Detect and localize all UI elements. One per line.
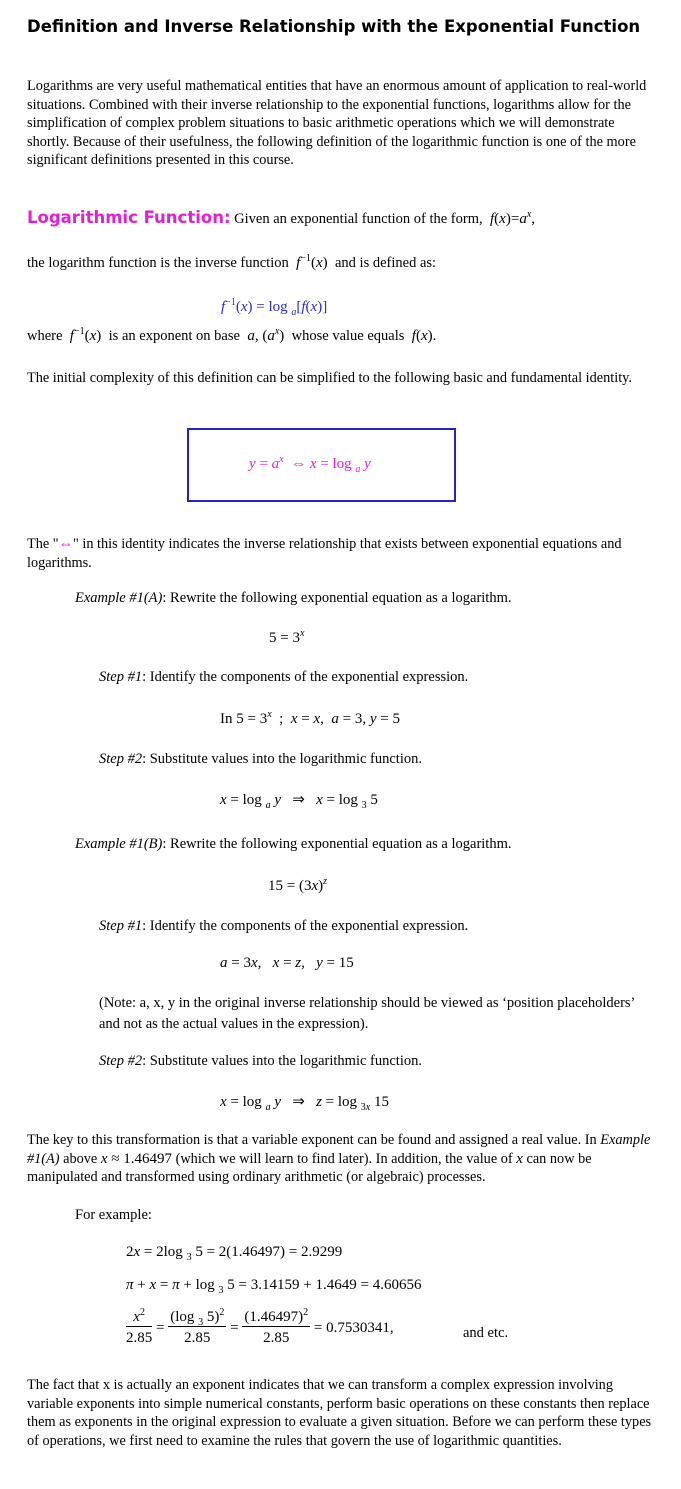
example-1b-result: x = log $_a$ y ⇒ z = log $_{3x}$ 15 [220,1094,389,1113]
eq1-result: 2.9299 [301,1244,343,1260]
example-eq-2: π + x = π + log $_3$ 5 = 3.14159 + 1.4649 = 4.60656 [126,1277,422,1296]
key-text-d: (which we will learn to find later). In addition, the value of [175,1150,513,1167]
step1-text-b: : Identify the components of the exponential expression. [142,918,469,934]
intro-paragraph: Logarithms are very useful mathematical entities that have an enormous amount of application to real-world situations. Combined with their inverse relationship to the exponential functions, logarithms allow for the simplification of complex problem situations to basic arithmetic operations which we will demonstrate shortly. Because of their usefulness, the following definition of the logarithmic function is one of the more significant definitions presented in this course. [27,78,647,168]
frac-3: $\frac{(1.46497)^2}{2.85}$ [244,1307,309,1346]
closing-paragraph: The fact that x is actually an exponent indicates that we can transform a complex expression involving variable exponents into simple numerical constants, perform basic operations on these constants then replace them as exponents in the original expression to evaluate a given situation. Before we can perform these types of operations, we first need to examine the rules that govern the use of logarithmic quantities. [27,1377,652,1449]
example-1b-step2 [99,1053,422,1070]
definition-text: Given an exponential function of the form, [234,211,483,227]
example-1a-equation: $5 = 3^x$ [269,628,305,646]
step1-text: : Identify the components of the exponential expression. [142,669,469,685]
page-title: Definition and Inverse Relationship with the Exponential Function [27,17,641,36]
example-1b-text: : Rewrite the following exponential equation as a logarithm. [162,836,512,852]
example-1a-label: Example #1(A) [75,590,163,606]
example-1b-label: Example #1(B) [75,836,163,852]
example-1a-heading [75,590,512,607]
key-text-e: can now be manipulated and transformed using ordinary arithmetic (or algebraic) processes. [27,1150,592,1185]
formula-base: a, $(a^x)$ [247,326,289,344]
frac-1-den: 2.85 [126,1330,153,1346]
pi-value: 3.14159 [250,1277,300,1293]
frac-1: $\frac{x^2}{2.85}$ [126,1307,153,1346]
formula-inverse: $f^{-1}(x)$ [296,253,332,271]
pi-term: 1.4649 [315,1277,357,1293]
identity-note [27,535,655,572]
example-1a-result: x = log $_a$ y ⇒ x = log $_3$ 5 [220,792,378,811]
where-text-c: whose value equals [291,328,405,344]
simplify-paragraph: The initial complexity of this definition can be simplified to the following basic and fundamental identity. [27,370,632,386]
frac-3-num: 1.46497 [249,1309,299,1325]
example-eq-3: $\frac{x^2}{2.85}$ = $\frac{(\log _3 5)^2}{2.85}$ = $\frac{(1.46497)^2}{2.85}$ = 0.7530341, [126,1307,394,1346]
example-1a-step1 [99,669,468,686]
key-text-a: The key to this transformation is that a variable exponent can be found and assigned a real value. In [27,1132,597,1148]
example-1b-note: (Note: a, x, y in the original inverse relationship should be viewed as ‘position placeholders’ and not as the actual values in the expression). [99,995,635,1032]
key-paragraph [27,1131,655,1187]
definition-line-2 [27,255,436,272]
pi-result: 4.60656 [372,1277,422,1293]
step2-label: Step #2 [99,751,143,767]
definition-text-2a: the logarithm function is the inverse function [27,255,289,271]
example-1a-step2 [99,751,422,768]
key-text-c: above [63,1150,98,1167]
key-example-ref: Example #1(A) [27,1132,651,1167]
iff-symbol: ⇔ [58,536,73,552]
where-text-b: is an exponent on base [108,328,240,344]
example-1a-text: : Rewrite the following exponential equation as a logarithm. [162,590,512,606]
frac-result: 0.7530341 [326,1319,390,1336]
step2-text: : Substitute values into the logarithmic function. [142,751,422,767]
eq1-approx: 1.46497 [231,1244,281,1260]
formula-inverse-2: $f^{-1}(x)$ [69,326,106,344]
frac-3-den: 2.85 [263,1330,290,1346]
example-1b-step1 [99,918,468,935]
step1-label: Step #1 [99,669,143,685]
formula-definition: $f^{-1}(x) = \log _a[f(x)]$ [221,297,328,318]
example-1a-components: In $5 = 3^x$ ; x = x, a = 3, y = 5 [220,709,401,727]
for-example-label: For example: [75,1207,152,1223]
step1-label-b: Step #1 [99,918,143,934]
example-1b-equation: $15 = (3x)^z$ [268,876,328,894]
example-1b-heading [75,836,512,853]
definition-line [27,208,535,228]
example-eq-1: 2x = 2log $_3$ 5 = 2(1.46497) = 2.9299 [126,1244,343,1263]
and-etc: and etc. [463,1325,509,1341]
identity-note-a: The " [27,536,59,552]
step2-text-b: : Substitute values into the logarithmic function. [142,1053,422,1069]
definition-text-2b: and is defined as: [334,255,437,271]
identity-note-b: " in this identity indicates the inverse relationship that exists between exponential equations and logarithms. [27,536,622,571]
where-line [27,328,436,345]
key-approx: x ≈ 1.46497 [100,1150,173,1167]
approx-value: 1.46497 [123,1150,173,1167]
example-1b-components: a = 3x, x = z, y = 15 [220,955,354,971]
formula-fx: f(x). [411,328,437,344]
frac-2: $\frac{(\log _3 5)^2}{2.85}$ [170,1307,225,1346]
identity-formula: $y = a^x$ ⇔ x = log $_a$ y [249,454,371,475]
definition-title: Logarithmic Function: [27,208,231,227]
key-x: x [516,1150,523,1167]
formula-exponential: $f(x)=a^x$, [490,209,536,227]
step2-label-b: Step #2 [99,1053,143,1069]
where-text-a: where [27,328,63,344]
frac-2-den: 2.85 [184,1330,211,1346]
